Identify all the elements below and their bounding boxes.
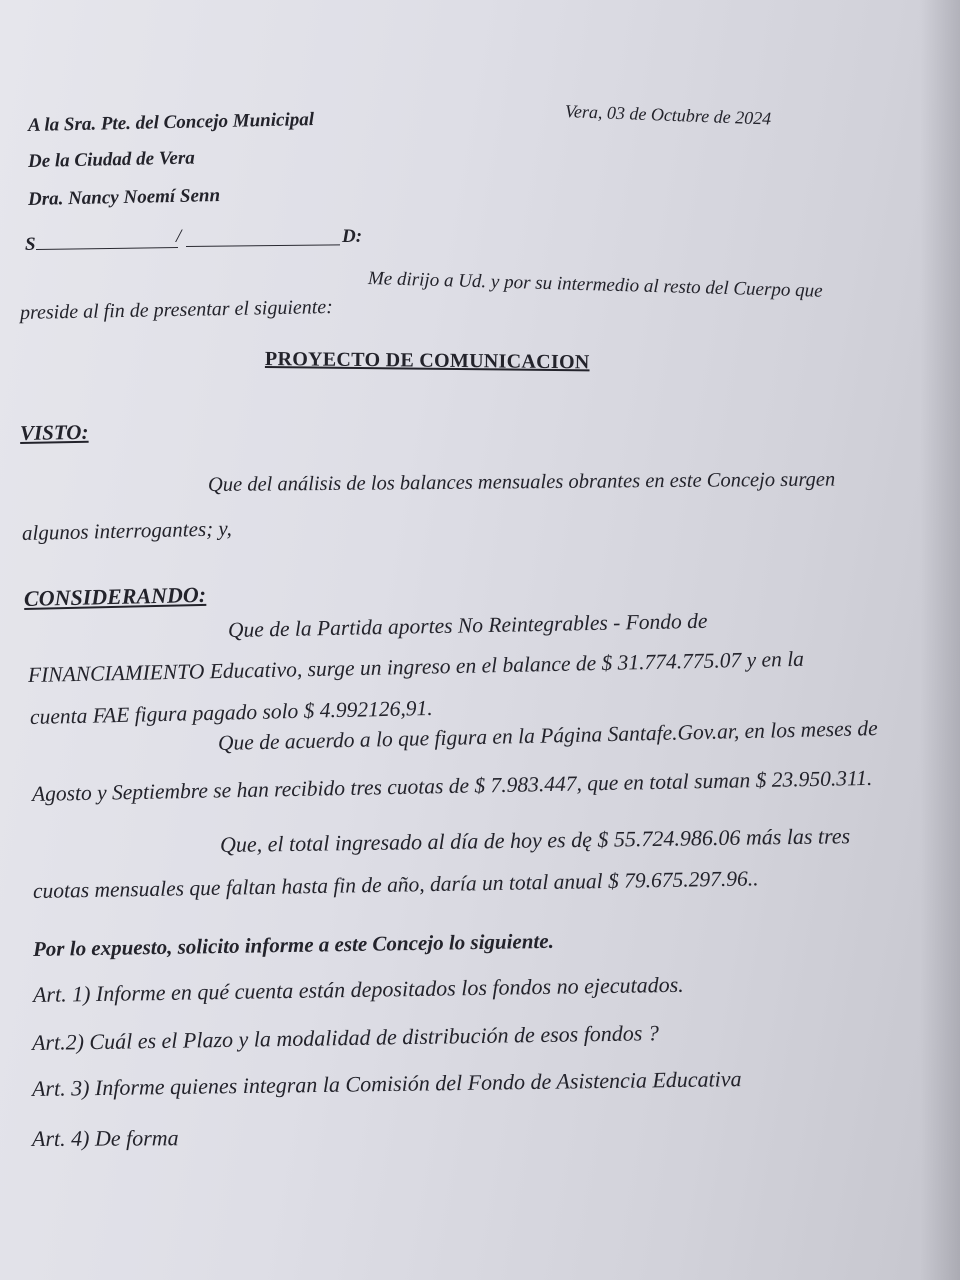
intro-line-1: Me dirijo a Ud. y por su intermedio al resto del Cuerpo que <box>367 268 823 302</box>
article-4: Art. 4) De forma <box>31 1125 179 1151</box>
considerando-heading: CONSIDERANDO: <box>23 581 207 611</box>
visto-heading: VISTO: <box>19 419 89 445</box>
salutation-slash: / <box>176 226 182 247</box>
considerando-p2-line-1: Que de acuerdo a lo que figura en la Página Santafe.Gov.ar, en los meses de <box>217 716 878 755</box>
intro-line-2: preside al fin de presentar el siguiente: <box>19 295 334 324</box>
salutation-d: D: <box>342 226 363 247</box>
considerando-p2-line-2: Agosto y Septiembre se han recibido tres cuotas de $ 7.983.447, que en total suman $ 23.950.311. <box>31 765 873 806</box>
salutation-line-1 <box>36 247 178 250</box>
recipient-line-1: A la Sra. Pte. del Concejo Municipal <box>27 109 315 136</box>
visto-line-2: algunos interrogantes; y, <box>21 516 233 545</box>
page-edge-shadow <box>920 0 960 1280</box>
date-line: Vera, 03 de Octubre de 2024 <box>564 101 772 129</box>
considerando-p1-line-2: FINANCIAMIENTO Educativo, surge un ingreso en el balance de $ 31.774.775.07 y en la <box>27 646 805 687</box>
article-3: Art. 3) Informe quienes integran la Comisión del Fondo de Asistencia Educativa <box>31 1066 742 1101</box>
considerando-p1-line-3: cuenta FAE figura pagado solo $ 4.992126,91. <box>29 695 433 729</box>
considerando-p3-line-2: cuotas mensuales que faltan hasta fin de año, daría un total anual $ 79.675.297.96.. <box>32 866 759 903</box>
article-1: Art. 1) Informe en qué cuenta están depositados los fondos no ejecutados. <box>32 971 684 1007</box>
recipient-line-2: De la Ciudad de Vera <box>27 147 195 172</box>
document-title: PROYECTO DE COMUNICACION <box>264 348 590 374</box>
recipient-line-3: Dra. Nancy Noemí Senn <box>27 184 221 210</box>
salutation-s: S <box>25 234 36 255</box>
considerando-p3-line-1: Que, el total ingresado al día de hoy es dę $ 55.724.986.06 más las tres <box>219 823 851 857</box>
visto-line-1: Que del análisis de los balances mensuales obrantes en este Concejo surgen <box>207 468 836 496</box>
considerando-p1-line-1: Que de la Partida aportes No Reintegrables - Fondo de <box>227 608 708 642</box>
request-line: Por lo expuesto, solicito informe a este Concejo lo siguiente. <box>32 928 555 961</box>
salutation-line-2 <box>186 244 340 247</box>
article-2: Art.2) Cuál es el Plazo y la modalidad de distribución de esos fondos ? <box>31 1020 660 1055</box>
